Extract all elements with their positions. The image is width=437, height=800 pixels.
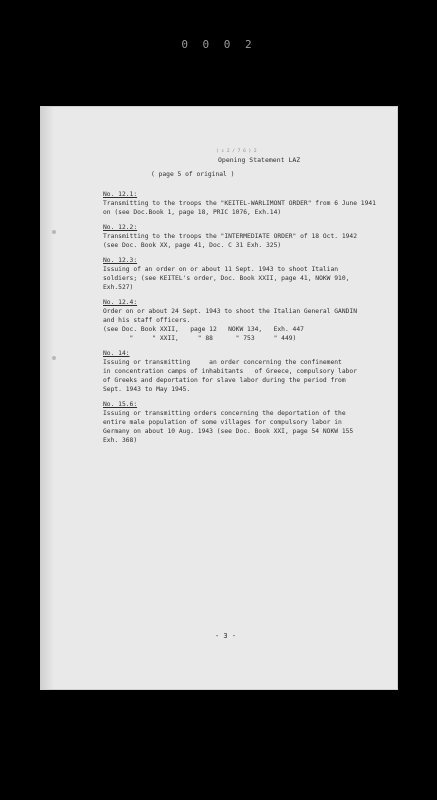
body-line: " " XXII, " 88 " 753 " 449) [103, 335, 297, 342]
body-line: Exh.527) [103, 284, 134, 291]
body-line: (see Doc. Book XX, page 41, Doc. C 31 Exh. 325) [103, 242, 282, 249]
body-line: in concentration camps of inhabitants of Greece, compulsory labor [103, 368, 358, 375]
page-edge-shadow [40, 106, 54, 690]
section-heading: No. 12.3: [103, 257, 138, 264]
body-line: Transmitting to the troops the "KEITEL-WARLIMONT ORDER" from 6 June 1941 [103, 200, 376, 207]
body-line: Order on or about 24 Sept. 1943 to shoot the Italian General GANDIN [103, 308, 358, 315]
punch-hole-bottom [52, 356, 56, 360]
body-line: Issuing of an order on or about 11 Sept. 1943 to shoot Italian [103, 266, 339, 273]
document-subtitle: ( page 5 of original ) [151, 171, 235, 178]
section-heading: No. 14: [103, 350, 130, 357]
section-heading: No. 12.4: [103, 299, 138, 306]
body-line: on (see Doc.Book 1, page 18, PRIC 1076, Exh.14) [103, 209, 282, 216]
section-heading: No. 12.1: [103, 191, 138, 198]
body-line: Germany on about 10 Aug. 1943 (see Doc. Book XXI, page 54 NOKW 155 [103, 428, 354, 435]
section-heading: No. 15.6: [103, 401, 138, 408]
microfilm-frame-number: 0 0 0 2 [181, 38, 256, 51]
body-line: Issuing or transmitting orders concerning the deportation of the [103, 410, 346, 417]
punch-hole-top [52, 230, 56, 234]
body-line: Issuing or transmitting an order concerning the confinement [103, 359, 342, 366]
body-line: soldiers; (see KEITEL's order, Doc. Book XXII, page 41, NOKW 910, [103, 275, 350, 282]
body-line: (see Doc. Book XXII, page 12 NOKW 134, Exh. 447 [103, 326, 304, 333]
body-line: entire male population of some villages for compulsory labor in [103, 419, 342, 426]
body-line: Exh. 368) [103, 437, 138, 444]
page-number: - 3 - [215, 632, 237, 640]
document-title: Opening Statement LAZ [218, 156, 301, 164]
body-line: and his staff officers. [103, 317, 191, 324]
body-line: Sept. 1943 to May 1945. [103, 386, 191, 393]
body-line: Transmitting to the troops the "INTERMEDIATE ORDER" of 18 Oct. 1942 [103, 233, 358, 240]
section-heading: No. 12.2: [103, 224, 138, 231]
body-line: of Greeks and deportation for slave labor during the period from [103, 377, 346, 384]
document-body [103, 184, 393, 445]
header-tag: ( c 2 / 7 6 ) 2 [216, 149, 257, 154]
